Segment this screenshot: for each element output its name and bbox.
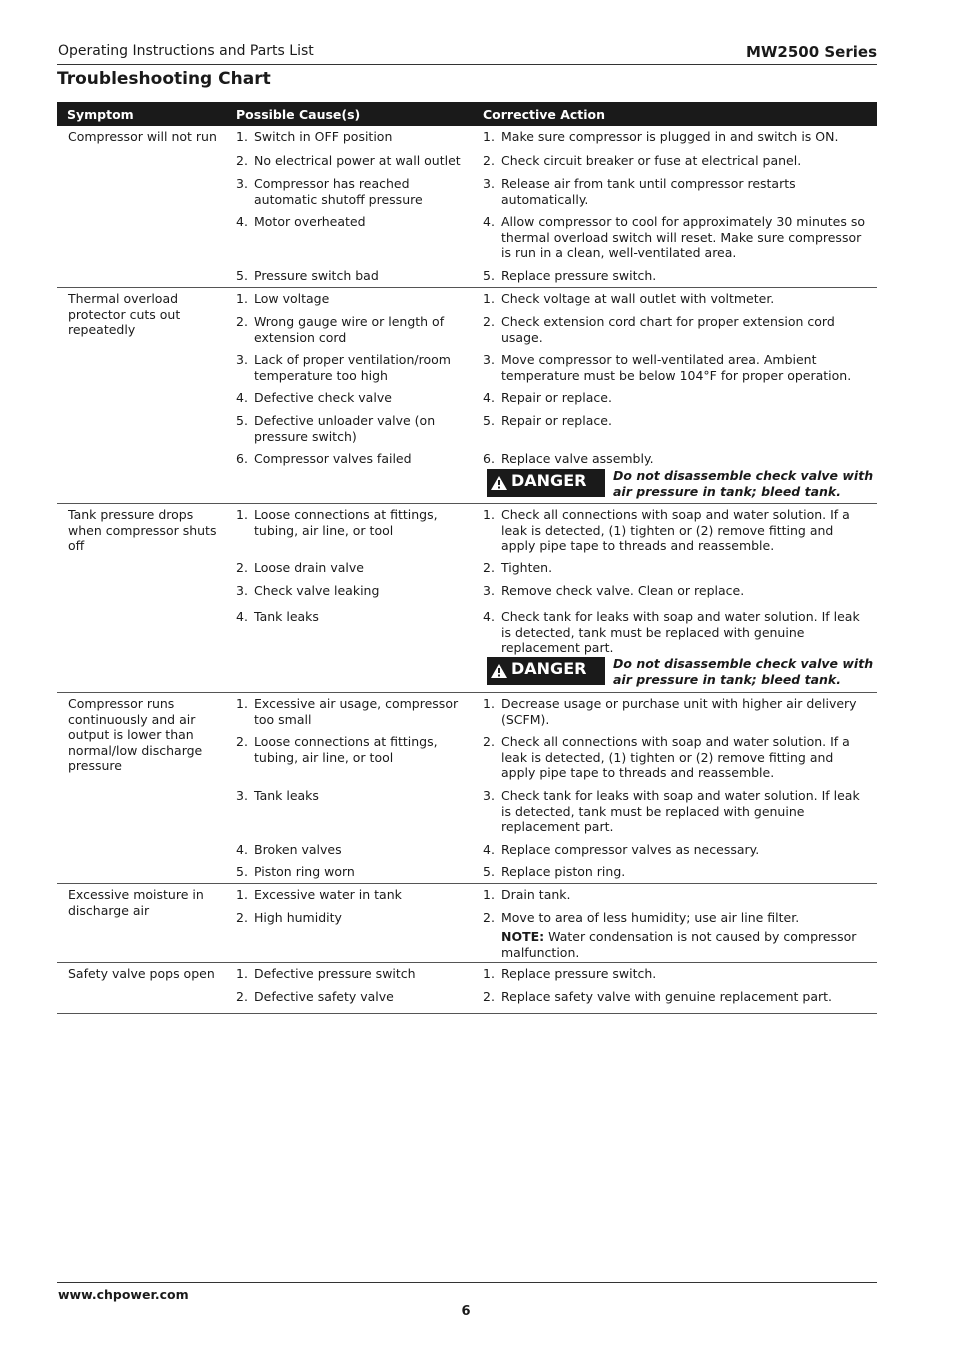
col-corrective-action: Corrective Action	[483, 107, 606, 122]
note-label: NOTE:	[501, 929, 545, 944]
header-divider	[57, 64, 877, 65]
table-row: Compressor will not run 1. Switch in OFF position 1. Make sure compressor is plugged in and switch is ON. 2. No electrical power at wall outlet 2. Check circuit breaker or fuse at electrical panel. 3. Compressor has reached automatic shutoff pressure 3. Release air from tank until compressor restarts automatically. 4. Motor overheated 4. Allow compressor to cool for approximately 30 minutes so thermal overload switch will reset. Make sure compressor is run in a clean, well-ventilated area. 5. Pressure switch bad 5. Replace pressure switch.	[57, 126, 877, 288]
warning-triangle-icon	[491, 664, 507, 678]
symptom-cell: Excessive moisture in discharge air	[68, 887, 204, 918]
symptom-cell: Thermal overload protector cuts out repeatedly	[68, 291, 181, 337]
table-header	[57, 102, 877, 126]
danger-text: Do not disassemble check valve with air pressure in tank; bleed tank.	[613, 656, 874, 687]
table-row: Tank pressure drops when compressor shuts off 1. Loose connections at fittings, tubing, air line, or tool 1. Check all connections with soap and water solution. If a leak is detected, (1) tighten or (2) remove fitting and apply pipe tape to threads and reassemble. 2. Loose drain valve 2. Tighten. 3. Check valve leaking 3. Remove check valve. Clean or replace. 4. Tank leaks 4. Check tank for leaks with soap and water solution. If leak is detected, tank must be replaced with genuine replacement part. DANGER Do not disassemble check valve with air pressure in tank; bleed tank.	[57, 504, 877, 693]
table-row: Thermal overload protector cuts out repeatedly 1. Low voltage 1. Check voltage at wall outlet with voltmeter. 2. Wrong gauge wire or length of extension cord 2. Check extension cord chart for proper extension cord usage. 3. Lack of proper ventilation/room temperature too high 3. Move compressor to well-ventilated area. Ambient temperature must be below 104°F for proper operation. 4. Defective check valve 4. Repair or replace. 5. Defective unloader valve (on pressure switch) 5. Repair or replace. 6. Compressor valves failed 6. Replace valve assembly. DANGER Do not disassemble check valve with air pressure in tank; bleed tank.	[57, 288, 877, 504]
danger-callout	[487, 468, 875, 498]
header-series: MW2500 Series	[745, 43, 877, 61]
col-possible-causes: Possible Cause(s)	[236, 107, 361, 122]
danger-label: DANGER	[511, 659, 587, 678]
danger-badge	[487, 657, 605, 685]
symptom-cell: Compressor runs continuously and air output is lower than normal/low discharge pressure	[68, 696, 203, 773]
table-row: Safety valve pops open 1. Defective pressure switch 1. Replace pressure switch. 2. Defective safety valve 2. Replace safety valve with genuine replacement part.	[57, 963, 877, 1014]
page-title: Troubleshooting Chart	[57, 69, 271, 89]
col-symptom: Symptom	[67, 107, 134, 122]
note-text	[501, 929, 871, 960]
footer-divider	[57, 1282, 877, 1283]
header-doc-title: Operating Instructions and Parts List	[58, 43, 314, 59]
danger-text: Do not disassemble check valve with air pressure in tank; bleed tank.	[613, 468, 874, 499]
page-number: 6	[461, 1304, 471, 1319]
danger-badge	[487, 469, 605, 497]
symptom-cell: Tank pressure drops when compressor shuts off	[68, 507, 217, 553]
note-body: Water condensation is not caused by compressor malfunction.	[501, 929, 857, 960]
symptom-cell: Compressor will not run	[68, 129, 217, 144]
table-row: Compressor runs continuously and air output is lower than normal/low discharge pressure 1. Excessive air usage, compressor too small 1. Decrease usage or purchase unit with higher air delivery (SCFM). 2. Loose connections at fittings, tubing, air line, or tool 2. Check all connections with soap and water solution. If a leak is detected, (1) tighten or (2) remove fitting and apply pipe tape to threads and reassemble. 3. Tank leaks 3. Check tank for leaks with soap and water solution. If leak is detected, tank must be replaced with genuine replacement part. 4. Broken valves 4. Replace compressor valves as necessary. 5. Piston ring worn 5. Replace piston ring.	[57, 693, 877, 884]
footer-website: www.chpower.com	[58, 1287, 189, 1302]
danger-callout	[487, 656, 875, 686]
warning-triangle-icon	[491, 476, 507, 490]
danger-label: DANGER	[511, 471, 587, 490]
symptom-cell: Safety valve pops open	[68, 966, 215, 981]
table-row: Excessive moisture in discharge air 1. Excessive water in tank 1. Drain tank. 2. High humidity 2. Move to area of less humidity; use air line filter. NOTE: Water condensation is not caused by compressor malfunction.	[57, 884, 877, 963]
